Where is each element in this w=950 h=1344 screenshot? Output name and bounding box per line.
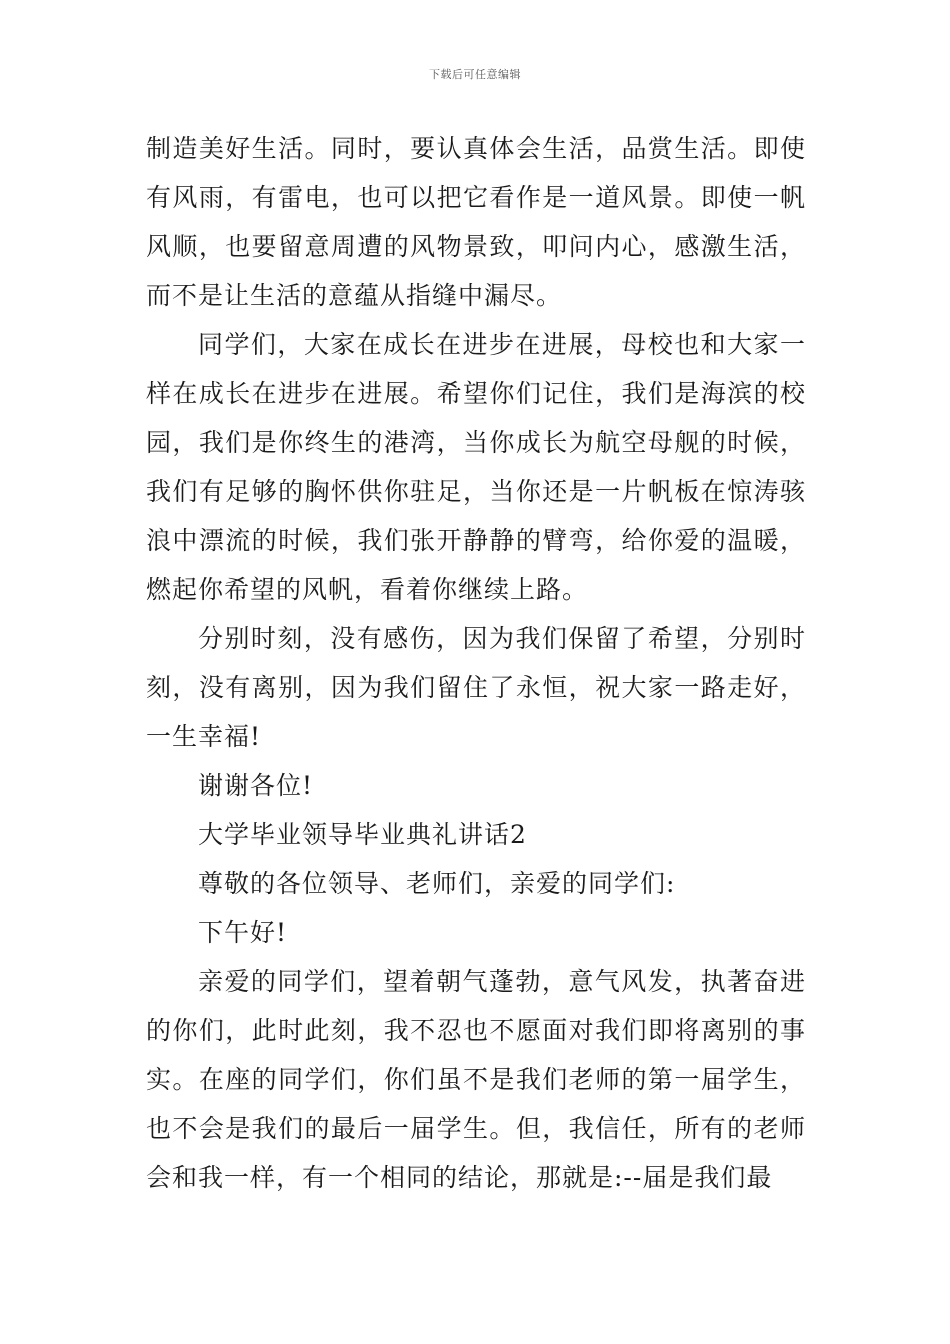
section-title: 大学毕业领导毕业典礼讲话2 [198,820,527,849]
page-header: 下载后可任意编辑 [429,68,521,81]
paragraph-1: 制造美好生活。同时，要认真体会生活，品赏生活。即使有风雨，有雷电，也可以把它看作是一道风景。即使一帆风顺，也要留意周遭的风物景致，叩问内心，感激生活，而不是让生活的意蕴从指缝中漏尽。 [146,134,806,310]
paragraph-speech-body: 亲爱的同学们，望着朝气蓬勃，意气风发，执著奋进的你们，此时此刻，我不忍也不愿面对我们即将离别的事实。在座的同学们，你们虽不是我们老师的第一届学生，也不会是我们的最后一届学生。但，我信任，所有的老师会和我一样，有一个相同的结论，那就是:--届是我们最 [146,967,806,1192]
document-body [146,124,806,1202]
greeting-salutation: 尊敬的各位领导、老师们，亲爱的同学们: [198,869,676,898]
paragraph-thanks: 谢谢各位! [198,771,314,800]
paragraph-3: 分别时刻，没有感伤，因为我们保留了希望，分别时刻，没有离别，因为我们留住了永恒，祝大家一路走好，一生幸福! [146,624,806,751]
greeting-good-afternoon: 下午好! [198,918,288,947]
paragraph-2: 同学们，大家在成长在进步在进展，母校也和大家一样在成长在进步在进展。希望你们记住，我们是海滨的校园，我们是你终生的港湾，当你成长为航空母舰的时候，我们有足够的胸怀供你驻足，当你还是一片帆板在惊涛骇浪中漂流的时候，我们张开静静的臂弯，给你爱的温暖，燃起你希望的风帆，看着你继续上路。 [146,330,806,604]
